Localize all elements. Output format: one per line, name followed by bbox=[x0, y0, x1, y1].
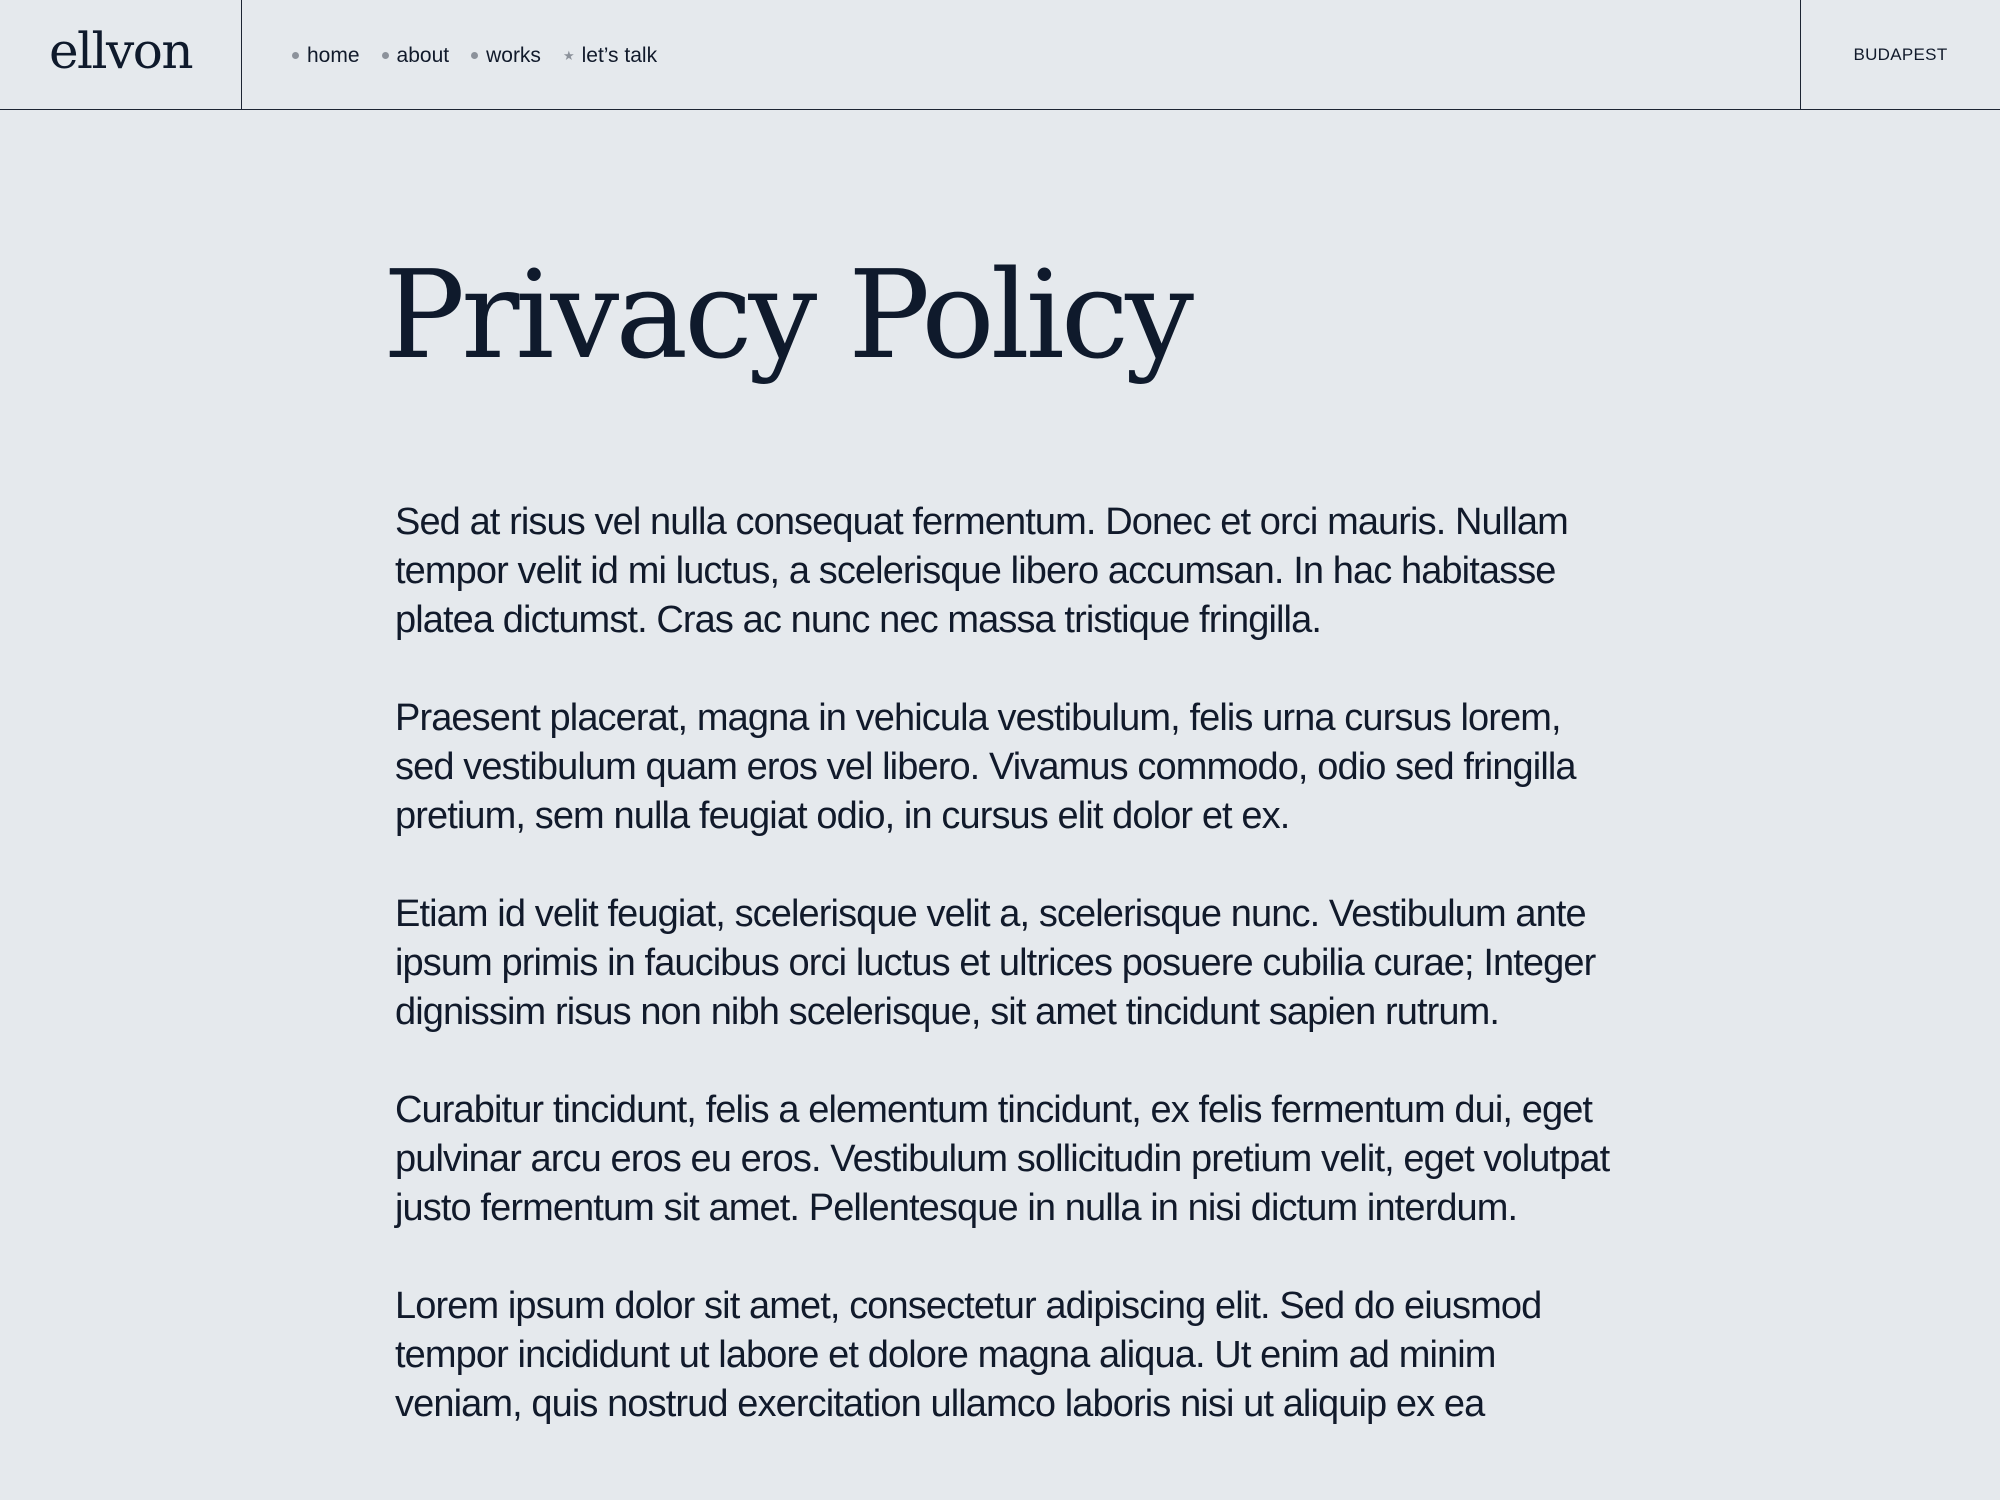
star-icon: ★ bbox=[562, 47, 575, 63]
policy-content bbox=[395, 498, 1620, 1478]
nav-item-about[interactable] bbox=[382, 45, 450, 66]
site-header bbox=[0, 0, 2000, 110]
policy-paragraph: Lorem ipsum dolor sit amet, consectetur adipiscing elit. Sed do eiusmod tempor incididunt ut labore et dolore magna aliqua. Ut enim ad minim veniam, quis nostrud exercitation ullamco laboris nisi ut aliquip ex ea bbox=[395, 1285, 1542, 1425]
nav-label: home bbox=[307, 43, 360, 67]
page-title: Privacy Policy bbox=[383, 244, 1190, 386]
site-logo[interactable]: ellvon bbox=[48, 22, 193, 80]
main-nav bbox=[292, 0, 679, 110]
nav-label: let’s talk bbox=[581, 43, 658, 67]
nav-label: about bbox=[396, 43, 450, 67]
policy-paragraph: Sed at risus vel nulla consequat fermentum. Donec et orci mauris. Nullam tempor velit id mi luctus, a scelerisque libero accumsan. In hac habitasse platea dictumst. Cras ac nunc nec massa tristique fringilla. bbox=[395, 501, 1568, 641]
policy-paragraph: Etiam id velit feugiat, scelerisque velit a, scelerisque nunc. Vestibulum ante ipsum primis in faucibus orci luctus et ultrices posuere cubilia curae; Integer dignissim risus non nibh scelerisque, sit amet tincidunt sapien rutrum. bbox=[395, 893, 1596, 1033]
location-label: BUDAPEST bbox=[1853, 45, 1948, 64]
policy-paragraph: Curabitur tincidunt, felis a elementum tincidunt, ex felis fermentum dui, eget pulvinar arcu eros eu eros. Vestibulum sollicitudin pretium velit, eget volutpat justo fermentum sit amet. Pellentesque in nulla in nisi dictum interdum. bbox=[395, 1089, 1610, 1229]
dot-icon bbox=[382, 52, 389, 59]
nav-item-works[interactable] bbox=[471, 45, 541, 66]
nav-item-home[interactable] bbox=[292, 45, 360, 66]
logo-cell bbox=[0, 0, 242, 110]
nav-item-lets-talk[interactable] bbox=[563, 45, 657, 66]
dot-icon bbox=[471, 52, 478, 59]
dot-icon bbox=[292, 52, 299, 59]
location-cell bbox=[1800, 0, 2000, 110]
policy-paragraph: Praesent placerat, magna in vehicula vestibulum, felis urna cursus lorem, sed vestibulum quam eros vel libero. Vivamus commodo, odio sed fringilla pretium, sem nulla feugiat odio, in cursus elit dolor et ex. bbox=[395, 697, 1576, 837]
nav-label: works bbox=[486, 43, 541, 67]
